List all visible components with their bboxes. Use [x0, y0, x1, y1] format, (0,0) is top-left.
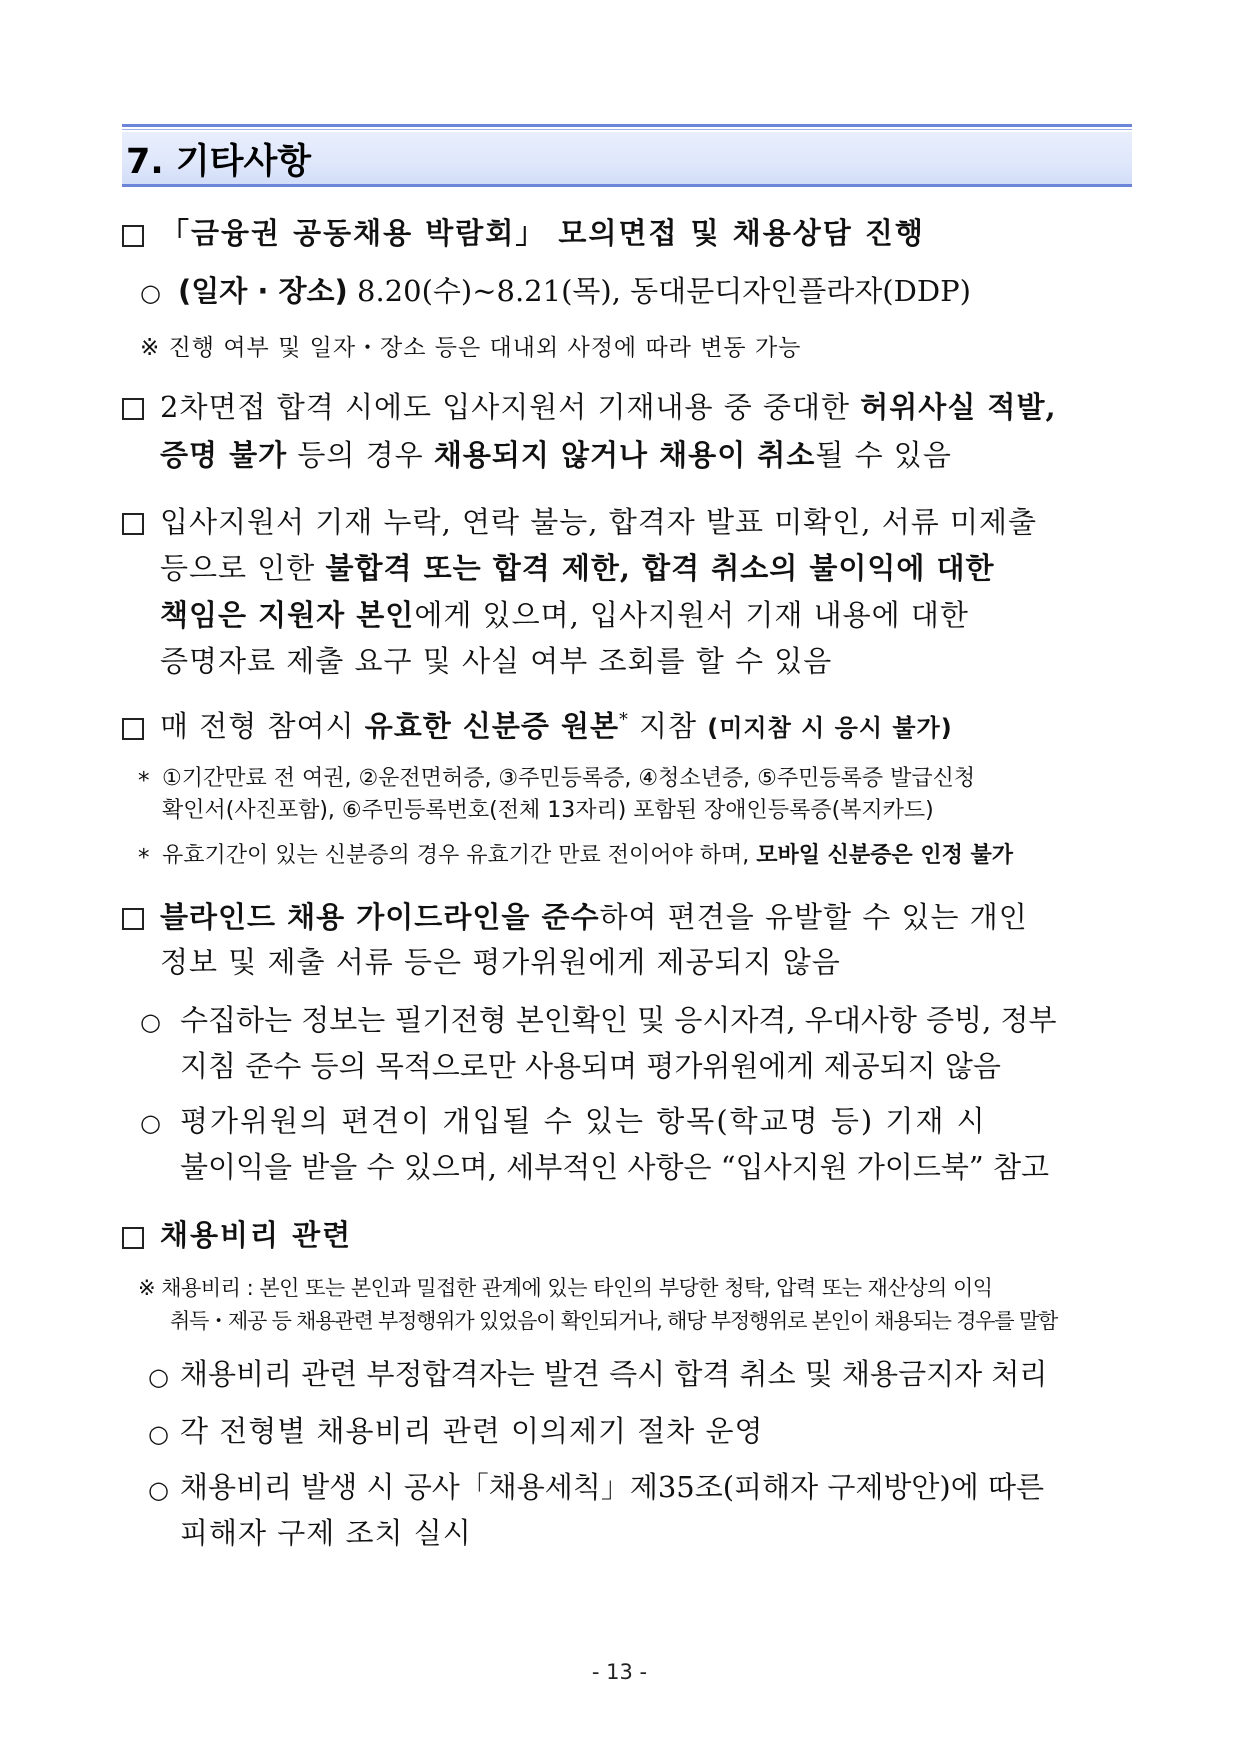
s6-heading: 채용비리 관련 [160, 1218, 353, 1252]
s4-l1sup: * [619, 710, 629, 731]
s6-b3-line-1: 채용비리 발생 시 공사「채용세칙」제35조(피해자 구제방안)에 따른 [180, 1470, 1044, 1504]
s4-l1b: 유효한 신분증 원본 [364, 709, 620, 743]
s4-n3a: 유효기간이 있는 신분증의 경우 유효기간 만료 전이어야 하며, [162, 843, 757, 868]
s4-note-3 [162, 844, 1013, 868]
page-number: - 13 - [591, 1660, 648, 1684]
s2-l2c: 채용되지 않거나 채용이 취소 [433, 438, 816, 472]
s3-l2a: 등으로 인한 [160, 551, 326, 585]
checkbox-square-icon [122, 513, 144, 535]
section-title: 7. 기타사항 [126, 142, 312, 182]
s4-line-1 [160, 711, 953, 743]
circle-bullet-icon: ○ [140, 1008, 161, 1036]
s5-b1-line-1: 수집하는 정보는 필기전형 본인확인 및 응시자격, 우대사항 증빙, 정부 [180, 1003, 1057, 1037]
s1-heading: 「금융권 공동채용 박람회」 모의면접 및 채용상담 진행 [160, 216, 925, 250]
s5-l1a: 블라인드 채용 가이드라인을 준수 [160, 900, 600, 934]
circle-bullet-icon: ○ [148, 1476, 169, 1504]
circle-bullet-icon: ○ [148, 1363, 169, 1391]
s4-n3b: 모바일 신분증은 인정 불가 [756, 843, 1014, 868]
s3-line-4: 증명자료 제출 요구 및 사실 여부 조회를 할 수 있음 [160, 644, 833, 678]
s4-note-1: ①기간만료 전 여권, ②운전면허증, ③주민등록증, ④청소년증, ⑤주민등록증 발급신청 [162, 766, 976, 791]
title-top-rule [122, 124, 1132, 127]
s3-line-2 [160, 553, 995, 583]
s6-note-1: ※ 채용비리 : 본인 또는 본인과 밀접한 관계에 있는 타인의 부당한 청탁, 압력 또는 재산상의 이익 [138, 1276, 993, 1300]
s6-b2: 각 전형별 채용비리 관련 이의제기 절차 운영 [180, 1414, 764, 1448]
s2-l1a: 2차면접 합격 시에도 입사지원서 기재내용 중 중대한 [160, 390, 861, 424]
s4-l1d: (미지참 시 응시 불가) [707, 714, 953, 742]
s6-b1: 채용비리 관련 부정합격자는 발견 즉시 합격 취소 및 채용금지자 처리 [180, 1357, 1048, 1391]
checkbox-square-icon [122, 908, 144, 930]
s5-line-2: 정보 및 제출 서류 등은 평가위원에게 제공되지 않음 [160, 945, 841, 979]
s4-note-star: * [138, 768, 150, 794]
s1-sub-text: 8.20(수)~8.21(목), 동대문디자인플라자(DDP) [347, 274, 971, 308]
s1-sub-label: (일자 · 장소) [178, 274, 348, 308]
s3-l3a: 책임은 지원자 본인 [160, 598, 415, 632]
s3-line-3 [160, 600, 969, 630]
circle-bullet-icon: ○ [140, 279, 161, 307]
s4-note-2: 확인서(사진포함), ⑥주민등록번호(전체 13자리) 포함된 장애인등록증(복지카드) [162, 798, 934, 823]
s5-l1b: 하여 편견을 유발할 수 있는 개인 [599, 900, 1028, 934]
s2-l2b: 등의 경우 [287, 438, 434, 472]
s2-l2d: 될 수 있음 [815, 438, 952, 472]
checkbox-square-icon [122, 225, 144, 247]
s5-b1-line-2: 지침 준수 등의 목적으로만 사용되며 평가위원에게 제공되지 않음 [180, 1049, 1001, 1083]
s1-note: ※ 진행 여부 및 일자・장소 등은 대내외 사정에 따라 변동 가능 [140, 335, 802, 361]
s3-l2b: 불합격 또는 합격 제한, 합격 취소의 불이익에 대한 [325, 551, 995, 585]
checkbox-square-icon [122, 398, 144, 420]
s4-l1c: 지참 [628, 709, 708, 743]
s2-l1b: 허위사실 적발, [860, 390, 1057, 424]
s4-l1a: 매 전형 참여시 [160, 709, 365, 743]
s2-line-1 [160, 392, 1057, 422]
s2-line-2 [160, 440, 952, 470]
s3-l3b: 에게 있으며, 입사지원서 기재 내용에 대한 [414, 598, 969, 632]
circle-bullet-icon: ○ [140, 1109, 161, 1137]
s6-b3-line-2: 피해자 구제 조치 실시 [180, 1516, 472, 1550]
s5-line-1 [160, 902, 1028, 932]
checkbox-square-icon [122, 1227, 144, 1249]
title-bottom-rule [122, 184, 1132, 187]
s6-note-2: 취득・제공 등 채용관련 부정행위가 있었음이 확인되거나, 해당 부정행위로 본인이 채용되는 경우를 말함 [170, 1309, 1058, 1333]
s4-note-star-2: * [138, 845, 150, 871]
checkbox-square-icon [122, 718, 144, 740]
s5-b2-line-2: 불이익을 받을 수 있으며, 세부적인 사항은 “입사지원 가이드북” 참고 [180, 1150, 1049, 1184]
s2-l2a: 증명 불가 [160, 438, 288, 472]
circle-bullet-icon: ○ [148, 1420, 169, 1448]
s1-sub-line [178, 276, 971, 306]
s3-line-1: 입사지원서 기재 누락, 연락 불능, 합격자 발표 미확인, 서류 미제출 [160, 505, 1037, 539]
title-top-rule-thin [122, 129, 1132, 130]
s5-b2-line-1: 평가위원의 편견이 개입될 수 있는 항목(학교명 등) 기재 시 [180, 1104, 987, 1138]
